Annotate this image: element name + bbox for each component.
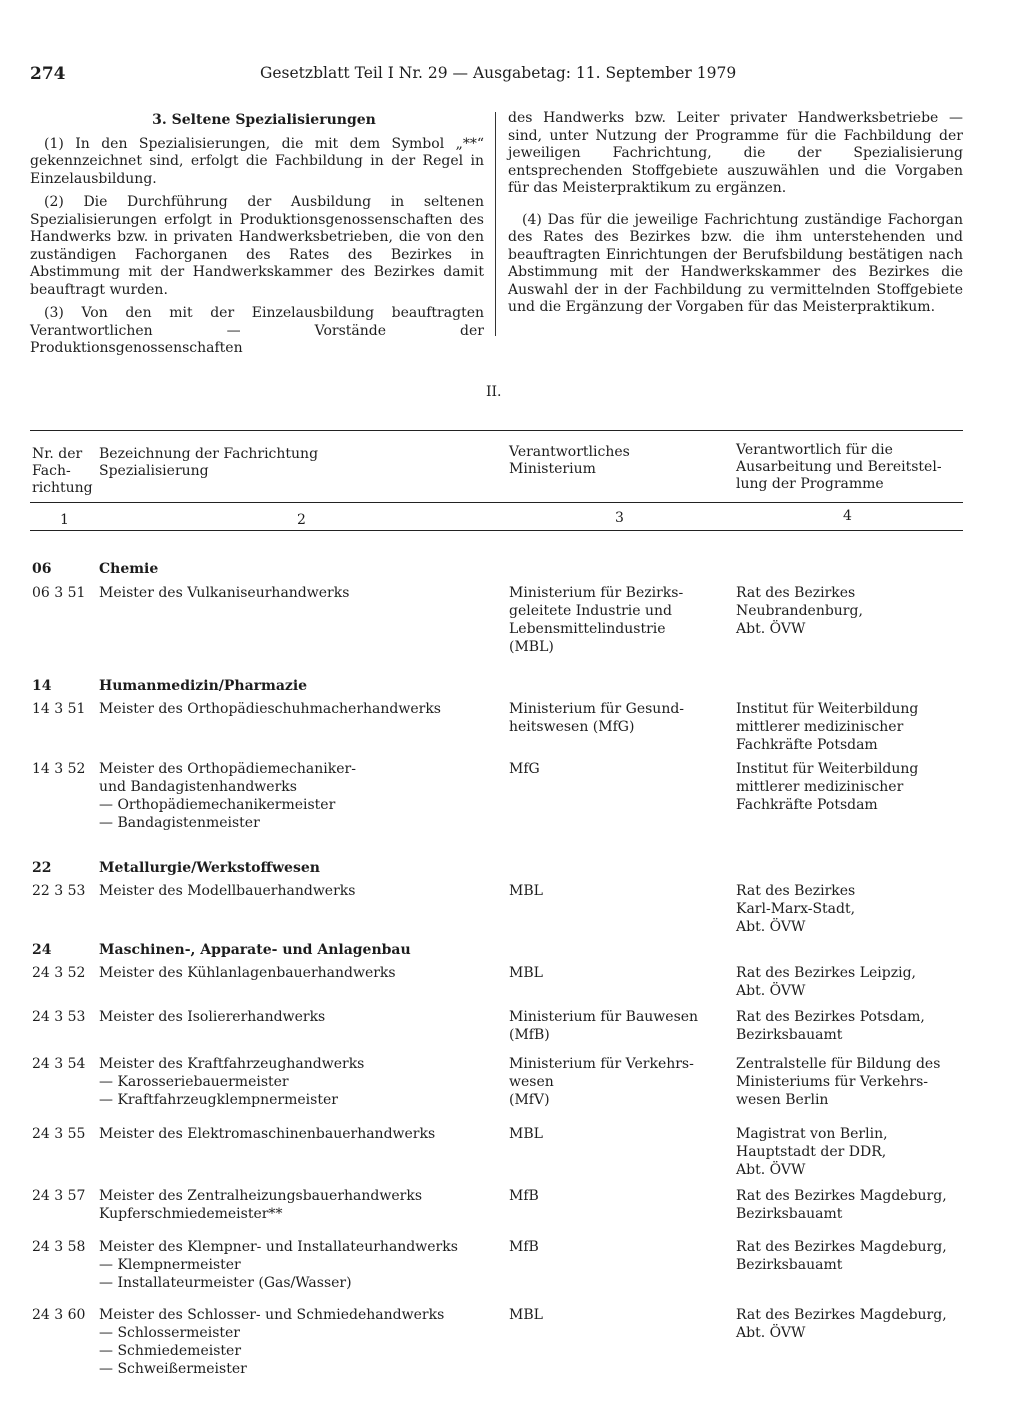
row-number: 14 3 51 [32, 701, 86, 717]
column-divider [495, 112, 496, 336]
cell-line: Rat des Bezirkes Magdeburg, [736, 1307, 947, 1323]
cell-line: Abt. ÖVW [736, 1162, 806, 1178]
cell-line: Hauptstadt der DDR, [736, 1144, 887, 1160]
cell-line: Abt. ÖVW [736, 621, 806, 637]
header-line: Verantwortliches [509, 444, 630, 460]
responsible-ministry [509, 1125, 709, 1143]
cell-line: Rat des Bezirkes [736, 585, 856, 601]
cell-line: mittlerer medizinischer [736, 719, 904, 735]
cell-line: Kupferschmiedemeister** [99, 1206, 283, 1222]
cell-line: Ministerium für Gesund- [509, 701, 685, 717]
cell-line: — Schmiedemeister [99, 1343, 242, 1359]
responsible-program [736, 760, 966, 814]
cell-line: heitswesen (MfG) [509, 719, 635, 735]
paragraph: (2) Die Durchführung der Ausbildung in seltenen Spezialisierungen erfolgt in Produktionsgenossenschaften des Handwerks bzw. in privaten Handwerksbetrieben, die von den zuständigen Fachorganen des Rates des Bezirkes in Abstimmung mit der Handwerkskammer des Bezirkes damit beauftragt wurden. [30, 194, 484, 298]
cell-line: Meister des Modellbauerhandwerks [99, 883, 356, 899]
cell-line: Ministeriums für Verkehrs- [736, 1074, 929, 1090]
header-col-2 [99, 446, 479, 480]
cell-line: Abt. ÖVW [736, 983, 806, 999]
cell-line: Meister des Klempner- und Installateurhandwerks [99, 1239, 458, 1255]
responsible-program [736, 964, 966, 1000]
cell-line: MBL [509, 1307, 543, 1323]
cell-line: Ministerium für Bauwesen [509, 1009, 699, 1025]
header-line: Ausarbeitung und Bereitstel- [736, 459, 942, 475]
responsible-ministry [509, 760, 709, 778]
cell-line: Bezirksbauamt [736, 1027, 843, 1043]
header-col-1 [32, 446, 96, 497]
cell-line: Rat des Bezirkes Potsdam, [736, 1009, 925, 1025]
paragraph: (1) In den Spezialisierungen, die mit dem Symbol „**“ gekennzeichnet sind, erfolgt die Fachbildung in der Regel in Einzelausbildung. [30, 135, 484, 187]
cell-line: Rat des Bezirkes Leipzig, [736, 965, 916, 981]
cell-line: Meister des Kraftfahrzeughandwerks [99, 1056, 365, 1072]
row-number: 22 [32, 860, 52, 876]
specialization-name [99, 1306, 499, 1378]
cell-line: wesen Berlin [736, 1092, 829, 1108]
cell-line: Meister des Zentralheizungsbauerhandwerks [99, 1188, 422, 1204]
responsible-ministry [509, 882, 709, 900]
row-number: 14 [32, 678, 52, 694]
specialization-name [99, 1238, 499, 1292]
column-number: 3 [615, 510, 624, 526]
cell-line: Meister des Orthopädieschuhmacherhandwerks [99, 701, 441, 717]
responsible-ministry [509, 1238, 709, 1256]
cell-line: — Installateurmeister (Gas/Wasser) [99, 1275, 352, 1291]
page-number: 274 [30, 64, 66, 84]
cell-line: Rat des Bezirkes Magdeburg, [736, 1188, 947, 1204]
specialization-name [99, 760, 499, 832]
responsible-program [736, 700, 966, 754]
cell-line: Meister des Elektromaschinenbauerhandwerks [99, 1126, 436, 1142]
responsible-ministry [509, 1008, 709, 1044]
specialization-name [99, 700, 499, 718]
cell-line: — Orthopädiemechanikermeister [99, 797, 336, 813]
header-line: Spezialisierung [99, 463, 209, 479]
cell-line: MBL [509, 965, 543, 981]
cell-line: — Schweißermeister [99, 1361, 247, 1377]
cell-line: Magistrat von Berlin, [736, 1126, 888, 1142]
intro-right-column [508, 110, 963, 323]
cell-line: Meister des Vulkaniseurhandwerks [99, 585, 350, 601]
cell-line: — Schlossermeister [99, 1325, 240, 1341]
cell-line: Lebensmittelindustrie [509, 621, 666, 637]
cell-line: MBL [509, 1126, 543, 1142]
header-line: Nr. der [32, 446, 83, 462]
row-number: 24 3 57 [32, 1188, 86, 1204]
intro-left-column [30, 112, 484, 364]
responsible-program [736, 1055, 966, 1109]
specialization-name [99, 964, 499, 982]
responsible-ministry [509, 1055, 709, 1109]
cell-line: Neubrandenburg, [736, 603, 863, 619]
header-line: Ministerium [509, 461, 596, 477]
cell-line: — Klempnermeister [99, 1257, 241, 1273]
running-header: Gesetzblatt Teil I Nr. 29 — Ausgabetag: 11. September 1979 [260, 64, 737, 82]
cell-line: (MfB) [509, 1027, 550, 1043]
column-number: 4 [843, 508, 852, 524]
row-number: 24 [32, 942, 52, 958]
cell-line: wesen [509, 1074, 554, 1090]
cell-line: Rat des Bezirkes Magdeburg, [736, 1239, 947, 1255]
row-number: 06 [32, 561, 52, 577]
cell-line: MBL [509, 883, 543, 899]
responsible-program [736, 1187, 966, 1223]
group-name: Chemie [99, 561, 159, 577]
cell-line: (MBL) [509, 639, 554, 655]
paragraph: (4) Das für die jeweilige Fachrichtung zuständige Fachorgan des Rates des Bezirkes bzw. die ihm unterstehenden und beauftragten Einrichtungen der Berufsbildung bestätigen nach Abstimmung mit der Handwerkskammer des Bezirkes die Auswahl der in der Fachbildung zu vermittelnden Stoffgebiete und die Ergänzung der Vorgaben für das Meisterpraktikum. [508, 211, 963, 315]
group-name: Humanmedizin/Pharmazie [99, 678, 308, 694]
header-line: Verantwortlich für die [736, 442, 893, 458]
cell-line: Institut für Weiterbildung [736, 701, 919, 717]
cell-line: Meister des Orthopädiemechaniker- [99, 761, 356, 777]
cell-line: Meister des Kühlanlagenbauerhandwerks [99, 965, 396, 981]
responsible-ministry [509, 584, 709, 656]
cell-line: — Karosseriebauermeister [99, 1074, 289, 1090]
specialization-name [99, 1187, 499, 1223]
specialization-name [99, 882, 499, 900]
responsible-ministry [509, 700, 709, 736]
header-col-4 [736, 442, 966, 493]
responsible-ministry [509, 964, 709, 982]
section-number: II. [486, 384, 502, 400]
row-number: 24 3 58 [32, 1239, 86, 1255]
row-number: 14 3 52 [32, 761, 86, 777]
cell-line: — Bandagistenmeister [99, 815, 260, 831]
column-number-rule [30, 530, 963, 531]
specialization-name [99, 584, 499, 602]
cell-line: geleitete Industrie und [509, 603, 672, 619]
cell-line: Fachkräfte Potsdam [736, 737, 878, 753]
responsible-program [736, 1125, 966, 1179]
cell-line: Meister des Schlosser- und Schmiedehandwerks [99, 1307, 445, 1323]
cell-line: Institut für Weiterbildung [736, 761, 919, 777]
section-heading: 3. Seltene Spezialisierungen [152, 112, 376, 128]
cell-line: (MfV) [509, 1092, 550, 1108]
cell-line: Karl-Marx-Stadt, [736, 901, 856, 917]
specialization-name [99, 1008, 499, 1026]
cell-line: MfB [509, 1239, 539, 1255]
cell-line: Bezirksbauamt [736, 1206, 843, 1222]
cell-line: Fachkräfte Potsdam [736, 797, 878, 813]
cell-line: Abt. ÖVW [736, 1325, 806, 1341]
group-name: Metallurgie/Werkstoffwesen [99, 860, 320, 876]
paragraph: (3) Von den mit der Einzelausbildung beauftragten Verantwortlichen — Vorstände der Produktionsgenossenschaften [30, 305, 484, 356]
responsible-ministry [509, 1306, 709, 1324]
specialization-name [99, 1055, 499, 1109]
specialization-name [99, 1125, 499, 1143]
cell-line: — Kraftfahrzeugklempnermeister [99, 1092, 338, 1108]
cell-line: Ministerium für Verkehrs- [509, 1056, 694, 1072]
cell-line: mittlerer medizinischer [736, 779, 904, 795]
responsible-program [736, 1306, 966, 1342]
header-line: lung der Programme [736, 476, 884, 492]
cell-line: MfG [509, 761, 540, 777]
column-number: 1 [60, 512, 69, 528]
cell-line: Meister des Isoliererhandwerks [99, 1009, 326, 1025]
table-top-rule [30, 430, 963, 431]
responsible-ministry [509, 1187, 709, 1205]
row-number: 06 3 51 [32, 585, 86, 601]
header-line: Fach- [32, 463, 71, 479]
responsible-program [736, 1238, 966, 1274]
responsible-program [736, 584, 966, 638]
row-number: 24 3 60 [32, 1307, 86, 1323]
cell-line: Abt. ÖVW [736, 919, 806, 935]
cell-line: Bezirksbauamt [736, 1257, 843, 1273]
responsible-program [736, 1008, 966, 1044]
row-number: 24 3 54 [32, 1056, 86, 1072]
cell-line: MfB [509, 1188, 539, 1204]
header-line: richtung [32, 480, 93, 496]
header-rule [30, 502, 963, 503]
cell-line: Ministerium für Bezirks- [509, 585, 684, 601]
responsible-program [736, 882, 966, 936]
group-name: Maschinen-, Apparate- und Anlagenbau [99, 942, 411, 958]
row-number: 24 3 53 [32, 1009, 86, 1025]
paragraph: des Handwerks bzw. Leiter privater Handwerksbetriebe — sind, unter Nutzung der Programme für die Fachbildung der jeweiligen Fachrichtung, die der Spezialisierung entsprechenden Stoffgebiete auszuwählen und die Vorgaben für das Meisterpraktikum zu ergänzen. [508, 110, 963, 196]
row-number: 24 3 55 [32, 1126, 86, 1142]
header-line: Bezeichnung der Fachrichtung [99, 446, 319, 462]
cell-line: Zentralstelle für Bildung des [736, 1056, 941, 1072]
header-col-3 [509, 444, 709, 478]
cell-line: und Bandagistenhandwerks [99, 779, 297, 795]
column-number: 2 [297, 512, 306, 528]
cell-line: Rat des Bezirkes [736, 883, 856, 899]
row-number: 22 3 53 [32, 883, 86, 899]
row-number: 24 3 52 [32, 965, 86, 981]
